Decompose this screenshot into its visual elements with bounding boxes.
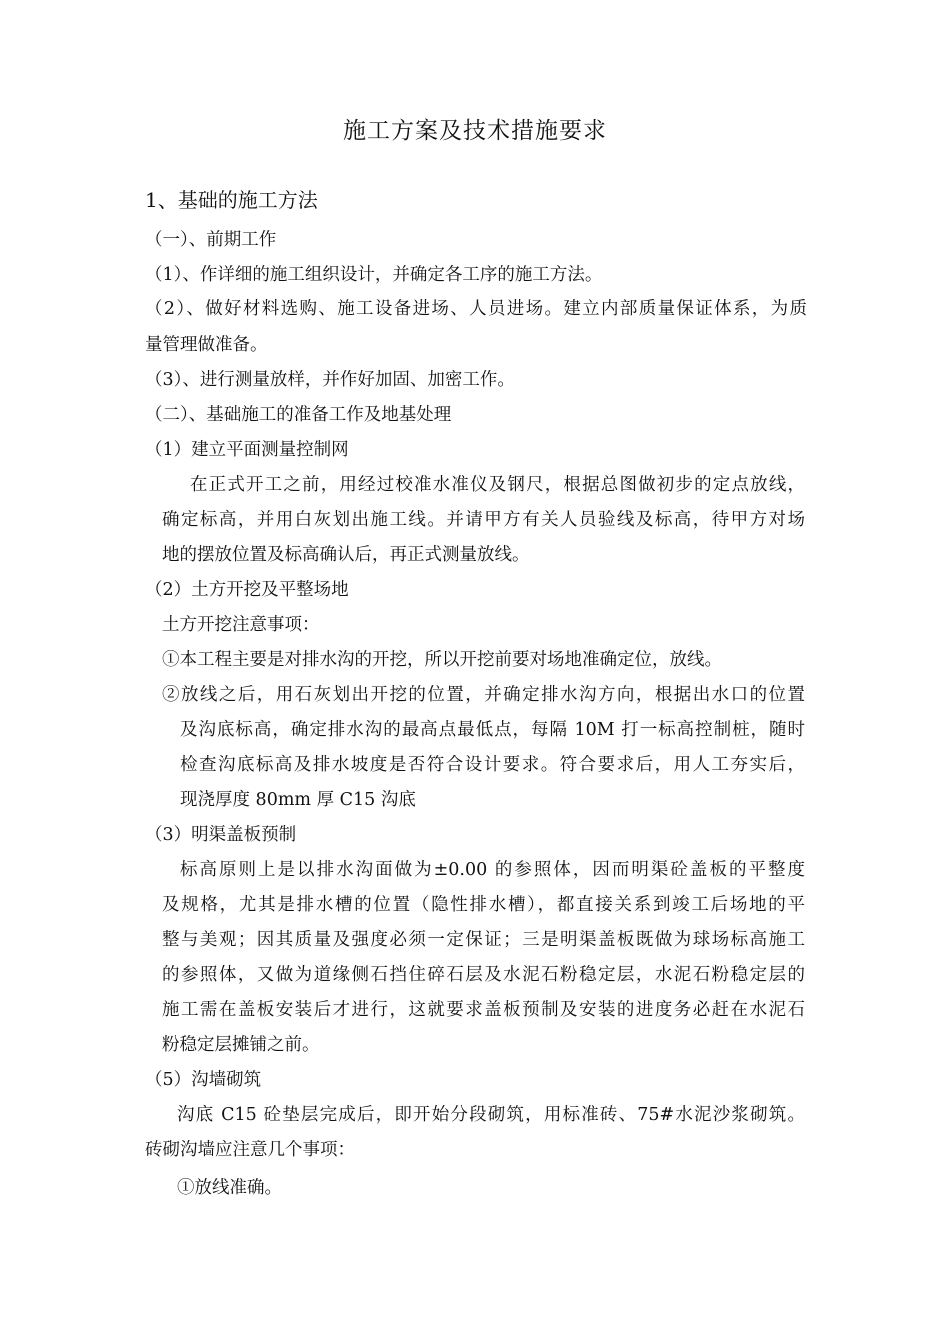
paragraph-line: 标高原则上是以排水沟面做为±0.00 的参照体，因而明渠砼盖板的平整度 [180,860,805,880]
section-heading: 1、基础的施工方法 [145,188,318,212]
paragraph-line: 确定标高，并用白灰划出施工线。并请甲方有关人员验线及标高，待甲方对场 [162,510,805,530]
paragraph-line: （3）、进行测量放样，并作好加固、加密工作。 [145,370,515,390]
paragraph-line: 施工需在盖板安装后才进行，这就要求盖板预制及安装的进度务必赶在水泥石 [162,1000,805,1020]
paragraph-line: （2）、做好材料选购、施工设备进场、人员进场。建立内部质量保证体系，为质 [145,299,807,319]
list-item: ②放线之后，用石灰划出开挖的位置，并确定排水沟方向，根据出水口的位置 [162,685,805,705]
item-heading: （5）沟墙砌筑 [145,1070,262,1090]
paragraph-line: （1）、作详细的施工组织设计，并确定各工序的施工方法。 [145,265,603,285]
item-heading: （1）建立平面测量控制网 [145,440,349,460]
document-title: 施工方案及技术措施要求 [343,118,607,144]
paragraph-line: 砖砌沟墙应注意几个事项： [145,1140,355,1160]
paragraph-line: 的参照体，又做为道缘侧石挡住碎石层及水泥石粉稳定层，水泥石粉稳定层的 [162,965,805,985]
item-heading: （2）土方开挖及平整场地 [145,580,349,600]
paragraph-line: 沟底 C15 砼垫层完成后，即开始分段砌筑，用标准砖、75#水泥沙浆砌筑。 [177,1105,805,1125]
paragraph-line: 整与美观；因其质量及强度必须一定保证；三是明渠盖板既做为球场标高施工 [162,930,805,950]
list-item: ①放线准确。 [177,1178,282,1198]
paragraph-line: 在正式开工之前，用经过校准水准仪及钢尺，根据总图做初步的定点放线， [190,475,805,495]
paragraph-line: 现浇厚度 80mm 厚 C15 沟底 [180,790,416,810]
paragraph-line: 粉稳定层摊铺之前。 [162,1035,320,1055]
subsection-heading: （一）、前期工作 [145,230,277,250]
paragraph-line: 土方开挖注意事项： [162,615,320,635]
item-heading: （3）明渠盖板预制 [145,825,297,845]
paragraph-line: 及沟底标高，确定排水沟的最高点最低点，每隔 10M 打一标高控制桩，随时 [180,720,805,740]
paragraph-line: 量管理做准备。 [145,335,268,355]
paragraph-line: 及规格，尤其是排水槽的位置（隐性排水槽），都直接关系到竣工后场地的平 [162,895,805,915]
list-item: ①本工程主要是对排水沟的开挖，所以开挖前要对场地准确定位，放线。 [162,650,722,670]
paragraph-line: 地的摆放位置及标高确认后，再正式测量放线。 [162,545,530,565]
paragraph-line: 检查沟底标高及排水坡度是否符合设计要求。符合要求后，用人工夯实后， [180,755,805,775]
subsection-heading: （二）、基础施工的准备工作及地基处理 [145,405,452,425]
